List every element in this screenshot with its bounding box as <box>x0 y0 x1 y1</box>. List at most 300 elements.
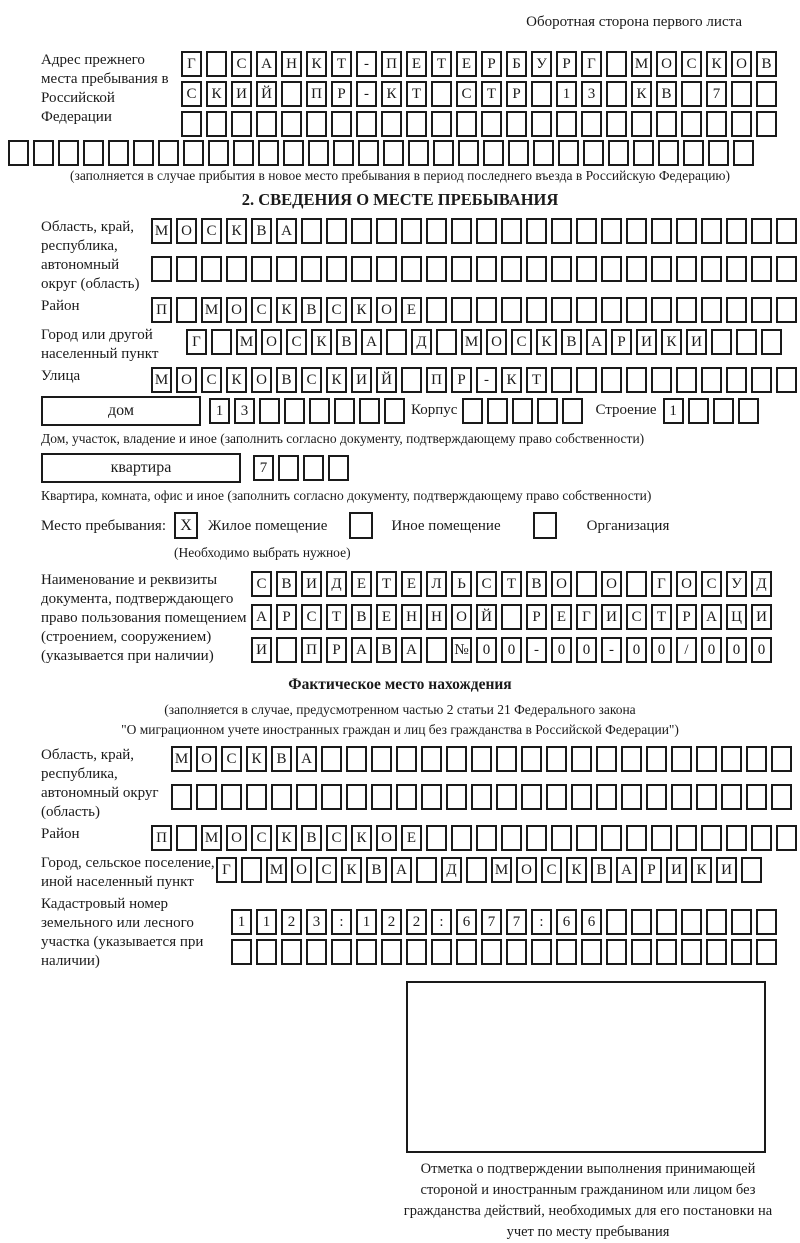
char-box[interactable]: С <box>301 367 322 393</box>
char-box[interactable] <box>328 455 349 481</box>
char-box[interactable] <box>746 746 767 772</box>
char-box[interactable] <box>633 140 654 166</box>
char-box[interactable] <box>726 297 747 323</box>
char-box[interactable] <box>696 746 717 772</box>
char-box[interactable] <box>606 51 627 77</box>
char-box[interactable] <box>626 256 647 282</box>
char-box[interactable]: М <box>491 857 512 883</box>
char-box[interactable] <box>676 218 697 244</box>
char-box[interactable]: Р <box>506 81 527 107</box>
char-box[interactable]: К <box>351 297 372 323</box>
char-box[interactable]: Д <box>751 571 772 597</box>
char-box[interactable] <box>626 825 647 851</box>
char-box[interactable] <box>421 746 442 772</box>
char-box[interactable] <box>296 784 317 810</box>
char-box[interactable] <box>346 746 367 772</box>
char-box[interactable]: П <box>306 81 327 107</box>
char-box[interactable]: Р <box>326 637 347 663</box>
char-box[interactable]: А <box>586 329 607 355</box>
char-box[interactable]: О <box>226 297 247 323</box>
char-box[interactable] <box>281 939 302 965</box>
char-box[interactable]: С <box>626 604 647 630</box>
char-box[interactable]: П <box>381 51 402 77</box>
char-box[interactable] <box>208 140 229 166</box>
char-box[interactable] <box>259 398 280 424</box>
char-box[interactable] <box>771 784 792 810</box>
char-box[interactable] <box>626 218 647 244</box>
char-box[interactable]: 2 <box>406 909 427 935</box>
char-box[interactable] <box>483 140 504 166</box>
char-box[interactable] <box>688 398 709 424</box>
char-box[interactable]: А <box>251 604 272 630</box>
char-box[interactable]: Г <box>651 571 672 597</box>
char-box[interactable]: М <box>201 297 222 323</box>
char-box[interactable] <box>133 140 154 166</box>
char-box[interactable] <box>576 256 597 282</box>
char-box[interactable] <box>256 939 277 965</box>
char-box[interactable] <box>751 825 772 851</box>
char-box[interactable]: М <box>266 857 287 883</box>
char-box[interactable] <box>406 939 427 965</box>
char-box[interactable]: Б <box>506 51 527 77</box>
char-box[interactable] <box>601 297 622 323</box>
char-box[interactable] <box>551 218 572 244</box>
char-box[interactable] <box>562 398 583 424</box>
char-box[interactable] <box>333 140 354 166</box>
char-box[interactable] <box>431 939 452 965</box>
char-box[interactable]: М <box>151 367 172 393</box>
char-box[interactable] <box>206 51 227 77</box>
char-box[interactable] <box>608 140 629 166</box>
char-box[interactable]: - <box>476 367 497 393</box>
char-box[interactable]: 0 <box>751 637 772 663</box>
char-box[interactable]: Д <box>411 329 432 355</box>
char-box[interactable]: К <box>306 51 327 77</box>
char-box[interactable] <box>501 825 522 851</box>
char-box[interactable] <box>701 367 722 393</box>
char-box[interactable]: И <box>751 604 772 630</box>
char-box[interactable] <box>526 218 547 244</box>
char-box[interactable] <box>656 939 677 965</box>
char-box[interactable] <box>596 784 617 810</box>
char-box[interactable]: С <box>221 746 242 772</box>
char-box[interactable]: : <box>331 909 352 935</box>
char-box[interactable] <box>681 939 702 965</box>
char-box[interactable]: Т <box>376 571 397 597</box>
char-box[interactable]: В <box>251 218 272 244</box>
char-box[interactable]: К <box>381 81 402 107</box>
char-box[interactable]: К <box>341 857 362 883</box>
char-box[interactable] <box>359 398 380 424</box>
char-box[interactable]: С <box>181 81 202 107</box>
char-box[interactable] <box>451 218 472 244</box>
char-box[interactable]: Р <box>451 367 472 393</box>
char-box[interactable]: И <box>686 329 707 355</box>
char-box[interactable] <box>376 256 397 282</box>
char-box[interactable]: М <box>201 825 222 851</box>
char-box[interactable]: О <box>486 329 507 355</box>
char-box[interactable]: Г <box>181 51 202 77</box>
char-box[interactable]: О <box>196 746 217 772</box>
house-type-field[interactable]: дом <box>41 396 201 426</box>
char-box[interactable]: А <box>401 637 422 663</box>
char-box[interactable] <box>681 909 702 935</box>
char-box[interactable] <box>506 939 527 965</box>
char-box[interactable] <box>776 218 797 244</box>
char-box[interactable]: Р <box>611 329 632 355</box>
char-box[interactable]: 1 <box>209 398 230 424</box>
char-box[interactable] <box>726 367 747 393</box>
char-box[interactable]: 2 <box>281 909 302 935</box>
char-box[interactable]: Й <box>256 81 277 107</box>
char-box[interactable]: Н <box>281 51 302 77</box>
char-box[interactable]: Е <box>456 51 477 77</box>
char-box[interactable]: О <box>676 571 697 597</box>
char-box[interactable] <box>108 140 129 166</box>
char-box[interactable] <box>751 297 772 323</box>
char-box[interactable] <box>426 218 447 244</box>
char-box[interactable] <box>306 111 327 137</box>
char-box[interactable] <box>426 297 447 323</box>
char-box[interactable]: Т <box>326 604 347 630</box>
char-box[interactable] <box>706 939 727 965</box>
char-box[interactable] <box>526 825 547 851</box>
char-box[interactable]: С <box>316 857 337 883</box>
char-box[interactable]: И <box>301 571 322 597</box>
char-box[interactable]: С <box>476 571 497 597</box>
char-box[interactable]: И <box>351 367 372 393</box>
char-box[interactable]: Т <box>526 367 547 393</box>
char-box[interactable]: Е <box>406 51 427 77</box>
char-box[interactable] <box>471 784 492 810</box>
char-box[interactable]: К <box>246 746 267 772</box>
char-box[interactable]: Т <box>331 51 352 77</box>
char-box[interactable]: 3 <box>306 909 327 935</box>
char-box[interactable] <box>656 111 677 137</box>
char-box[interactable] <box>83 140 104 166</box>
char-box[interactable]: В <box>336 329 357 355</box>
char-box[interactable]: 0 <box>551 637 572 663</box>
char-box[interactable] <box>231 111 252 137</box>
char-box[interactable]: К <box>566 857 587 883</box>
char-box[interactable] <box>386 329 407 355</box>
char-box[interactable]: И <box>231 81 252 107</box>
char-box[interactable] <box>556 939 577 965</box>
char-box[interactable]: В <box>301 825 322 851</box>
char-box[interactable]: В <box>366 857 387 883</box>
char-box[interactable] <box>226 256 247 282</box>
char-box[interactable] <box>601 367 622 393</box>
char-box[interactable]: К <box>691 857 712 883</box>
checkbox-organization[interactable] <box>533 512 557 539</box>
char-box[interactable] <box>651 297 672 323</box>
char-box[interactable] <box>284 398 305 424</box>
char-box[interactable]: О <box>291 857 312 883</box>
char-box[interactable] <box>446 784 467 810</box>
char-box[interactable]: 7 <box>706 81 727 107</box>
char-box[interactable]: О <box>551 571 572 597</box>
char-box[interactable]: Т <box>431 51 452 77</box>
char-box[interactable] <box>726 218 747 244</box>
char-box[interactable]: 3 <box>234 398 255 424</box>
char-box[interactable] <box>521 784 542 810</box>
char-box[interactable] <box>201 256 222 282</box>
char-box[interactable] <box>426 637 447 663</box>
char-box[interactable]: 6 <box>456 909 477 935</box>
char-box[interactable]: С <box>326 297 347 323</box>
char-box[interactable]: А <box>391 857 412 883</box>
char-box[interactable] <box>276 256 297 282</box>
char-box[interactable]: 1 <box>556 81 577 107</box>
char-box[interactable] <box>656 909 677 935</box>
char-box[interactable]: 0 <box>576 637 597 663</box>
char-box[interactable] <box>446 746 467 772</box>
char-box[interactable]: М <box>461 329 482 355</box>
char-box[interactable] <box>621 746 642 772</box>
char-box[interactable] <box>756 909 777 935</box>
char-box[interactable] <box>401 367 422 393</box>
char-box[interactable] <box>551 367 572 393</box>
char-box[interactable]: Р <box>331 81 352 107</box>
char-box[interactable] <box>8 140 29 166</box>
char-box[interactable] <box>451 825 472 851</box>
char-box[interactable] <box>376 218 397 244</box>
char-box[interactable] <box>466 857 487 883</box>
char-box[interactable]: П <box>151 825 172 851</box>
char-box[interactable]: Т <box>406 81 427 107</box>
char-box[interactable] <box>476 218 497 244</box>
char-box[interactable]: С <box>251 571 272 597</box>
char-box[interactable] <box>738 398 759 424</box>
char-box[interactable] <box>731 939 752 965</box>
char-box[interactable]: П <box>151 297 172 323</box>
char-box[interactable]: О <box>251 367 272 393</box>
char-box[interactable] <box>601 218 622 244</box>
char-box[interactable]: 7 <box>506 909 527 935</box>
char-box[interactable] <box>278 455 299 481</box>
char-box[interactable] <box>306 939 327 965</box>
char-box[interactable]: - <box>526 637 547 663</box>
char-box[interactable]: О <box>226 825 247 851</box>
char-box[interactable] <box>606 939 627 965</box>
char-box[interactable]: 7 <box>481 909 502 935</box>
char-box[interactable]: К <box>276 297 297 323</box>
char-box[interactable] <box>676 367 697 393</box>
char-box[interactable] <box>651 367 672 393</box>
char-box[interactable]: В <box>591 857 612 883</box>
char-box[interactable] <box>451 297 472 323</box>
char-box[interactable]: 0 <box>701 637 722 663</box>
char-box[interactable]: Г <box>186 329 207 355</box>
char-box[interactable]: - <box>356 81 377 107</box>
char-box[interactable]: 6 <box>556 909 577 935</box>
checkbox-other-premises[interactable] <box>349 512 373 539</box>
char-box[interactable] <box>776 367 797 393</box>
char-box[interactable] <box>721 746 742 772</box>
char-box[interactable]: 1 <box>663 398 684 424</box>
char-box[interactable] <box>303 455 324 481</box>
char-box[interactable] <box>696 784 717 810</box>
char-box[interactable]: 3 <box>581 81 602 107</box>
char-box[interactable] <box>776 825 797 851</box>
char-box[interactable]: А <box>351 637 372 663</box>
char-box[interactable]: В <box>656 81 677 107</box>
char-box[interactable] <box>576 367 597 393</box>
char-box[interactable]: К <box>706 51 727 77</box>
char-box[interactable]: О <box>601 571 622 597</box>
char-box[interactable]: А <box>256 51 277 77</box>
char-box[interactable]: В <box>351 604 372 630</box>
char-box[interactable]: Т <box>651 604 672 630</box>
char-box[interactable] <box>476 297 497 323</box>
char-box[interactable]: 0 <box>476 637 497 663</box>
char-box[interactable] <box>701 218 722 244</box>
char-box[interactable] <box>706 909 727 935</box>
char-box[interactable] <box>241 857 262 883</box>
char-box[interactable]: С <box>701 571 722 597</box>
char-box[interactable] <box>183 140 204 166</box>
char-box[interactable] <box>308 140 329 166</box>
char-box[interactable]: В <box>271 746 292 772</box>
char-box[interactable] <box>334 398 355 424</box>
char-box[interactable] <box>233 140 254 166</box>
char-box[interactable] <box>181 111 202 137</box>
char-box[interactable]: С <box>541 857 562 883</box>
char-box[interactable] <box>751 256 772 282</box>
char-box[interactable] <box>326 218 347 244</box>
char-box[interactable] <box>416 857 437 883</box>
char-box[interactable]: Н <box>426 604 447 630</box>
char-box[interactable] <box>776 256 797 282</box>
char-box[interactable] <box>456 939 477 965</box>
char-box[interactable]: С <box>326 825 347 851</box>
char-box[interactable]: К <box>536 329 557 355</box>
char-box[interactable]: 0 <box>501 637 522 663</box>
char-box[interactable]: К <box>206 81 227 107</box>
char-box[interactable]: Е <box>401 297 422 323</box>
char-box[interactable] <box>426 256 447 282</box>
char-box[interactable] <box>631 939 652 965</box>
char-box[interactable]: А <box>276 218 297 244</box>
confirmation-stamp-box[interactable] <box>406 981 766 1153</box>
char-box[interactable] <box>481 939 502 965</box>
char-box[interactable]: Й <box>476 604 497 630</box>
char-box[interactable]: К <box>326 367 347 393</box>
char-box[interactable] <box>546 746 567 772</box>
char-box[interactable]: 0 <box>726 637 747 663</box>
char-box[interactable] <box>421 784 442 810</box>
char-box[interactable] <box>508 140 529 166</box>
char-box[interactable] <box>501 218 522 244</box>
char-box[interactable]: В <box>276 367 297 393</box>
char-box[interactable]: Д <box>326 571 347 597</box>
char-box[interactable] <box>487 398 508 424</box>
char-box[interactable] <box>521 746 542 772</box>
char-box[interactable] <box>576 297 597 323</box>
char-box[interactable]: А <box>296 746 317 772</box>
char-box[interactable] <box>761 329 782 355</box>
char-box[interactable] <box>512 398 533 424</box>
char-box[interactable]: О <box>656 51 677 77</box>
char-box[interactable]: М <box>236 329 257 355</box>
char-box[interactable] <box>451 256 472 282</box>
char-box[interactable] <box>176 297 197 323</box>
char-box[interactable]: И <box>666 857 687 883</box>
char-box[interactable]: Р <box>526 604 547 630</box>
char-box[interactable] <box>626 297 647 323</box>
char-box[interactable] <box>276 637 297 663</box>
char-box[interactable]: / <box>676 637 697 663</box>
char-box[interactable] <box>646 784 667 810</box>
char-box[interactable] <box>681 81 702 107</box>
char-box[interactable]: О <box>176 367 197 393</box>
char-box[interactable]: О <box>261 329 282 355</box>
char-box[interactable] <box>506 111 527 137</box>
char-box[interactable] <box>583 140 604 166</box>
char-box[interactable] <box>576 825 597 851</box>
char-box[interactable]: : <box>531 909 552 935</box>
char-box[interactable] <box>406 111 427 137</box>
char-box[interactable]: И <box>716 857 737 883</box>
char-box[interactable] <box>501 256 522 282</box>
char-box[interactable] <box>221 784 242 810</box>
char-box[interactable] <box>33 140 54 166</box>
char-box[interactable] <box>551 256 572 282</box>
char-box[interactable] <box>371 784 392 810</box>
char-box[interactable] <box>396 784 417 810</box>
char-box[interactable] <box>676 297 697 323</box>
char-box[interactable] <box>356 111 377 137</box>
char-box[interactable] <box>246 784 267 810</box>
char-box[interactable] <box>481 111 502 137</box>
char-box[interactable]: У <box>726 571 747 597</box>
char-box[interactable] <box>381 939 402 965</box>
char-box[interactable]: Й <box>376 367 397 393</box>
char-box[interactable] <box>771 746 792 772</box>
char-box[interactable] <box>658 140 679 166</box>
char-box[interactable] <box>436 329 457 355</box>
char-box[interactable] <box>646 746 667 772</box>
char-box[interactable] <box>631 909 652 935</box>
char-box[interactable] <box>626 571 647 597</box>
char-box[interactable] <box>176 825 197 851</box>
char-box[interactable]: С <box>511 329 532 355</box>
char-box[interactable] <box>746 784 767 810</box>
char-box[interactable] <box>571 784 592 810</box>
char-box[interactable]: С <box>681 51 702 77</box>
char-box[interactable] <box>537 398 558 424</box>
char-box[interactable]: О <box>376 297 397 323</box>
char-box[interactable]: О <box>176 218 197 244</box>
char-box[interactable] <box>258 140 279 166</box>
char-box[interactable] <box>408 140 429 166</box>
char-box[interactable]: В <box>526 571 547 597</box>
char-box[interactable] <box>371 746 392 772</box>
char-box[interactable] <box>601 825 622 851</box>
char-box[interactable] <box>631 111 652 137</box>
char-box[interactable]: 1 <box>231 909 252 935</box>
char-box[interactable] <box>731 111 752 137</box>
char-box[interactable] <box>501 297 522 323</box>
char-box[interactable] <box>621 784 642 810</box>
char-box[interactable]: Ь <box>451 571 472 597</box>
char-box[interactable] <box>556 111 577 137</box>
char-box[interactable]: К <box>351 825 372 851</box>
char-box[interactable] <box>751 367 772 393</box>
char-box[interactable] <box>496 784 517 810</box>
char-box[interactable]: С <box>231 51 252 77</box>
char-box[interactable] <box>401 256 422 282</box>
